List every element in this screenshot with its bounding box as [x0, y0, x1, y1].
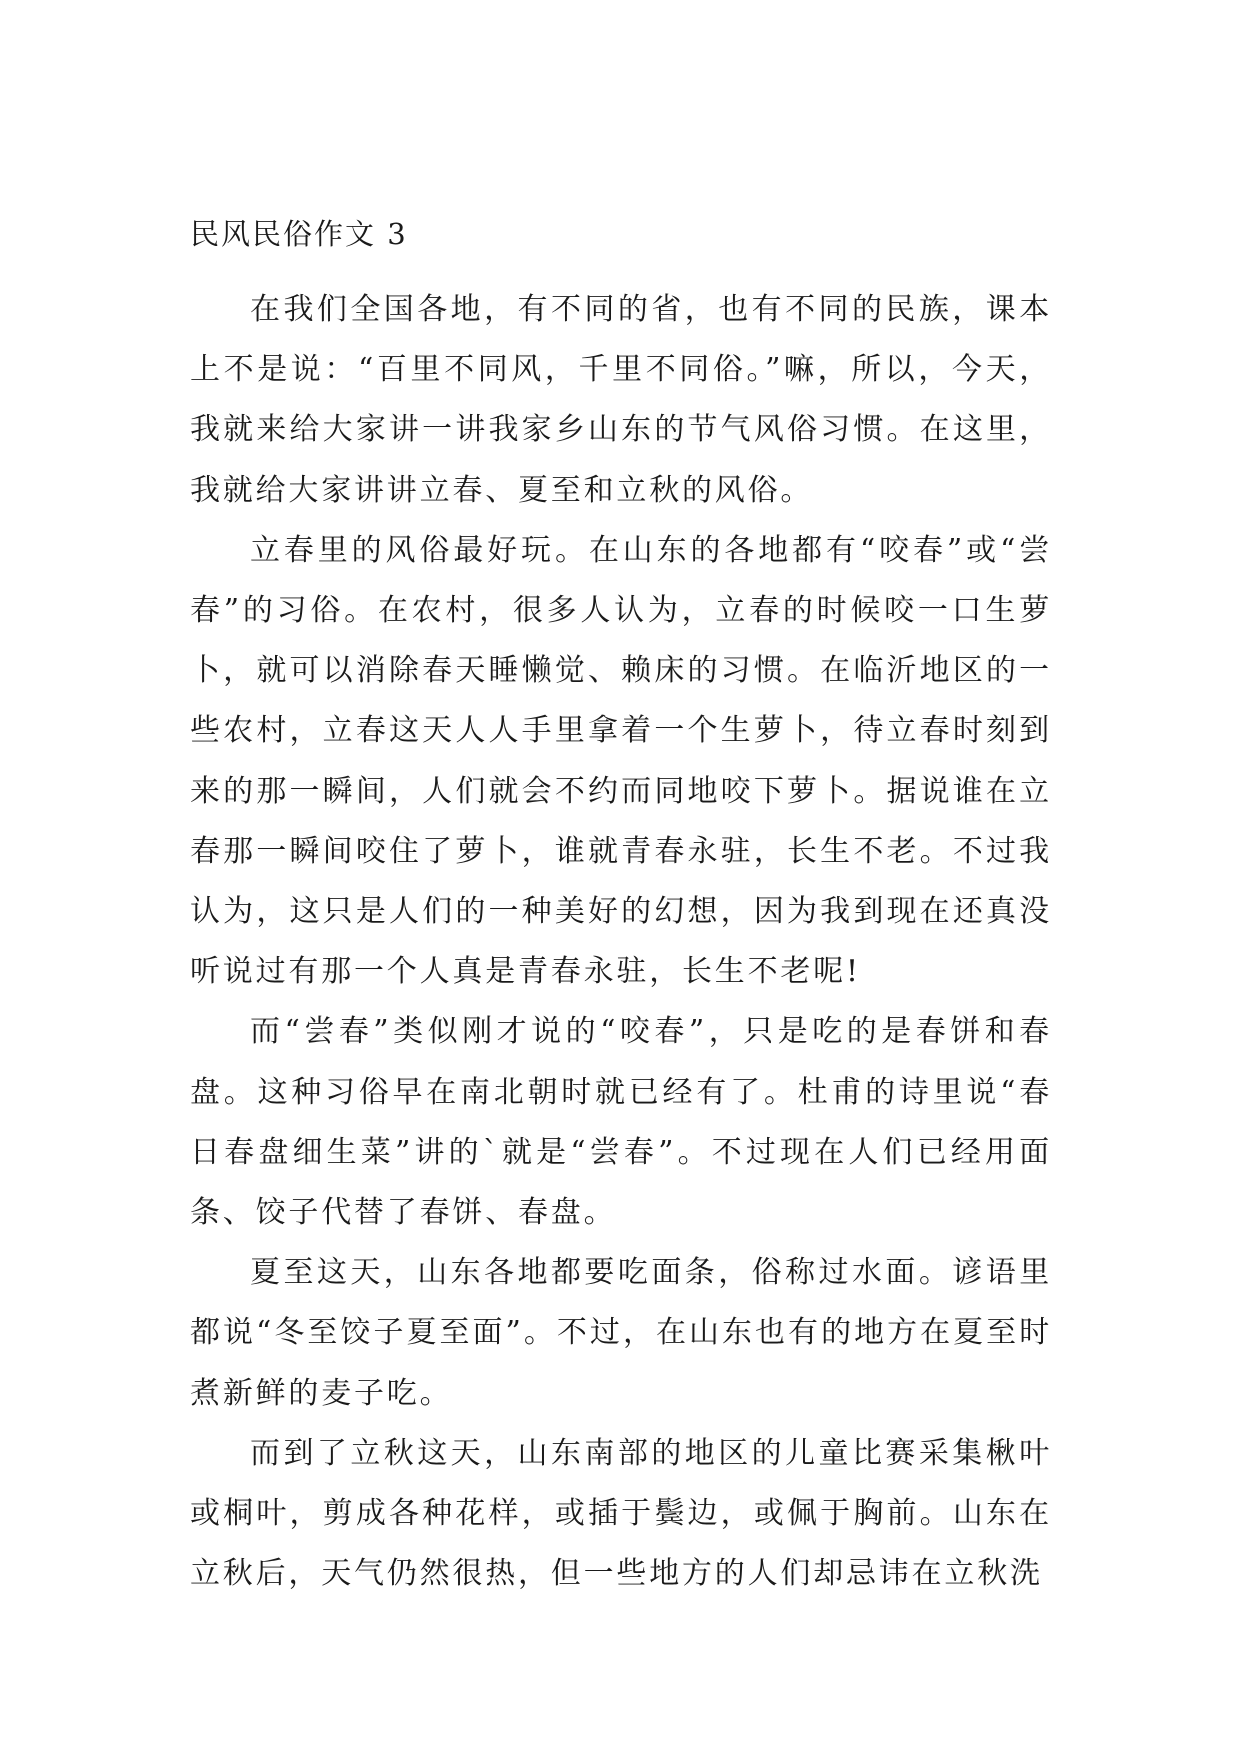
paragraph-lichun: 立春里的风俗最好玩。在山东的各地都有“咬春”或“尝春”的习俗。在农村，很多人认为，立春的时候咬一口生萝卜，就可以消除春天睡懒觉、赖床的习惯。在临沂地区的一些农村，立春这天人人手里拿着一个生萝卜，待立春时刻到来的那一瞬间，人们就会不约而同地咬下萝卜。据说谁在立春那一瞬间咬住了萝卜，谁就青春永驻，长生不老。不过我认为，这只是人们的一种美好的幻想，因为我到现在还真没听说过有那一个人真是青春永驻，长生不老呢!: [190, 532, 1052, 990]
paragraph-intro: 在我们全国各地，有不同的省，也有不同的民族，课本上不是说：“百里不同风，千里不同俗。”嘛，所以，今天，我就来给大家讲一讲我家乡山东的节气风俗习惯。在这里，我就给大家讲讲立春、夏至和立秋的风俗。: [190, 292, 1052, 508]
paragraph-liqiu: 而到了立秋这天，山东南部的地区的儿童比赛采集楸叶或桐叶，剪成各种花样，或插于鬓边，或佩于胸前。山东在立秋后，天气仍然很热，但一些地方的人们却忌讳在立秋洗: [190, 1435, 1052, 1592]
document-title: 民风民俗作文 3: [190, 217, 408, 251]
paragraph-xiazhi: 夏至这天，山东各地都要吃面条，俗称过水面。谚语里都说“冬至饺子夏至面”。不过，在山东也有的地方在夏至时煮新鲜的麦子吃。: [190, 1255, 1052, 1411]
document-body: [190, 280, 1052, 1604]
paragraph-changchun: 而“尝春”类似刚才说的“咬春”，只是吃的是春饼和春盘。这种习俗早在南北朝时就已经有了。杜甫的诗里说“春日春盘细生菜”讲的`就是“尝春”。不过现在人们已经用面条、饺子代替了春饼、春盘。: [190, 1014, 1052, 1231]
